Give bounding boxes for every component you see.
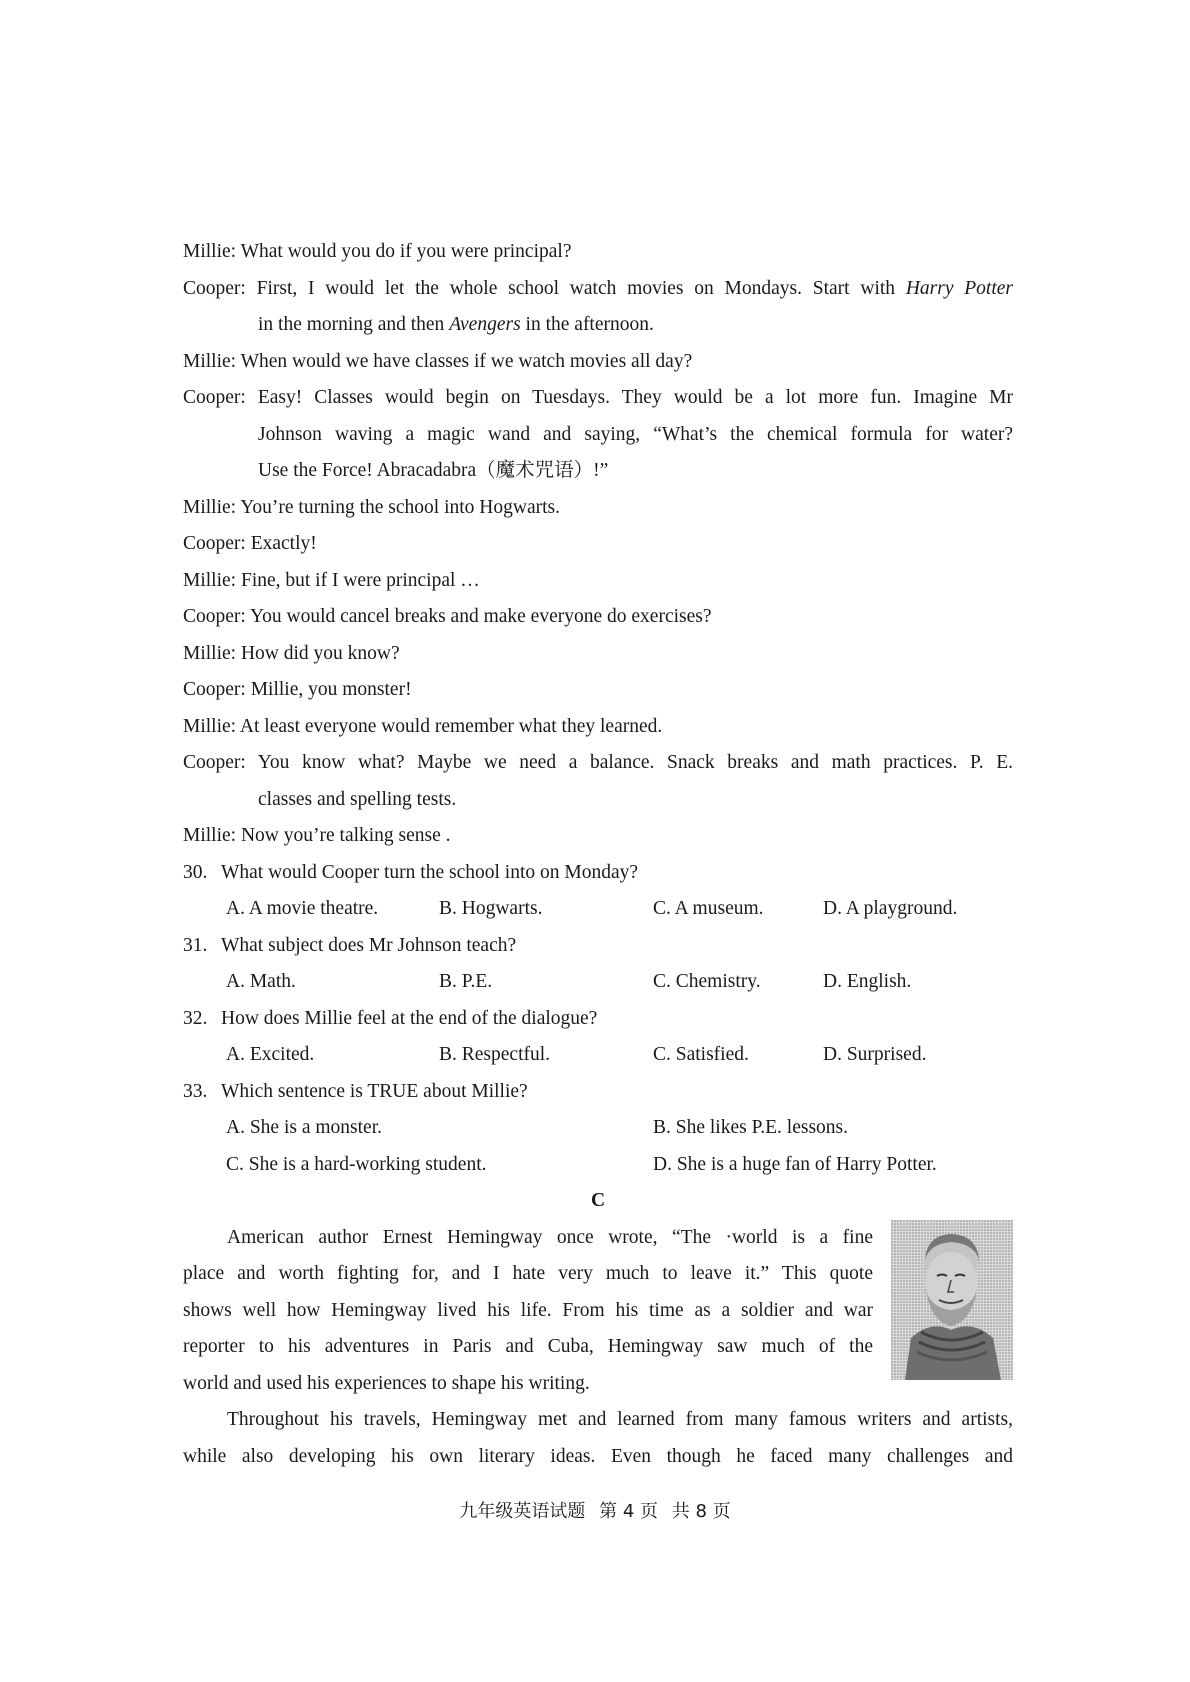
speaker: Millie: <box>183 642 237 664</box>
question-text: Which sentence is TRUE about Millie? <box>221 1080 528 1102</box>
option-b[interactable]: B. Hogwarts. <box>439 898 543 919</box>
utterance: Easy! Classes would begin on Tuesdays. They would be a lot more fun. Imagine Mr <box>257 387 1013 408</box>
passage-line: world and used his experiences to shape his writing. <box>183 1372 590 1394</box>
dialogue-line <box>183 745 1013 782</box>
option-c[interactable]: C. A museum. <box>653 898 764 919</box>
dialogue-continuation <box>183 417 1013 454</box>
option-d[interactable]: D. A playground. <box>823 898 958 919</box>
exam-content <box>183 234 1013 1475</box>
utterance: in the afternoon. <box>520 314 654 335</box>
passage-line: Throughout his travels, Hemingway met and learned from many famous writers and artists, <box>227 1409 1013 1430</box>
speaker: Millie: <box>183 350 237 372</box>
passage-line: reporter to his adventures in Paris and Cuba, Hemingway saw much of the <box>183 1336 873 1357</box>
question-number: 33. <box>183 1080 208 1102</box>
options-row <box>183 1147 1013 1184</box>
utterance: You know what? Maybe we need a balance. Snack breaks and math practices. P. E. <box>257 752 1013 773</box>
passage-line: shows well how Hemingway lived his life. From his time as a soldier and war <box>183 1299 873 1321</box>
exam-title: 九年级英语试题 <box>459 1501 586 1522</box>
dialogue-line <box>183 709 1013 746</box>
speaker: Cooper: <box>183 606 246 627</box>
question-stem <box>183 928 1013 965</box>
utterance: At least everyone would remember what they learned. <box>239 715 663 737</box>
question-stem <box>183 855 1013 892</box>
question-block <box>183 855 1013 1184</box>
dialogue-line <box>183 380 1013 417</box>
option-d[interactable]: D. She is a huge fan of Harry Potter. <box>653 1153 937 1175</box>
italic-title: Avengers <box>449 314 521 335</box>
option-b[interactable]: B. Respectful. <box>439 1044 551 1065</box>
dialogue-line <box>183 636 1013 673</box>
speaker: Cooper: <box>183 679 246 700</box>
speaker: Cooper: <box>183 387 246 408</box>
utterance: You would cancel breaks and make everyone do exercises? <box>249 606 712 627</box>
dialogue-continuation <box>183 307 1013 344</box>
option-c[interactable]: C. Chemistry. <box>653 971 761 992</box>
passage-paragraph <box>183 1402 1013 1475</box>
hemingway-portrait <box>891 1220 1013 1380</box>
speaker: Millie: <box>183 715 237 737</box>
utterance: Millie, you monster! <box>250 679 412 700</box>
dialogue-line <box>183 526 1013 563</box>
passage-line: American author Ernest Hemingway once wrote, “The ·world is a fine <box>227 1226 873 1248</box>
dialogue-continuation <box>183 782 1013 819</box>
option-b[interactable]: B. P.E. <box>439 971 493 992</box>
utterance: When would we have classes if we watch movies all day? <box>240 350 693 372</box>
utterance: classes and spelling tests. <box>258 788 457 810</box>
passage-line: place and worth fighting for, and I hate very much to leave it.” This quote <box>183 1263 873 1284</box>
question-number: 32. <box>183 1007 208 1029</box>
dialogue-line <box>183 818 1013 855</box>
utterance: First, I would let the whole school watch movies on Mondays. Start with <box>256 277 906 299</box>
dialogue-line <box>183 563 1013 600</box>
option-d[interactable]: D. Surprised. <box>823 1044 927 1065</box>
italic-title: Harry Potter <box>905 277 1013 299</box>
utterance: You’re turning the school into Hogwarts. <box>240 496 560 518</box>
option-a[interactable]: A. Excited. <box>226 1044 315 1065</box>
options-row <box>183 1110 1013 1147</box>
speaker: Millie: <box>183 825 237 846</box>
dialogue-continuation <box>183 453 1013 490</box>
utterance: What would you do if you were principal? <box>240 241 572 262</box>
speaker: Millie: <box>183 496 237 518</box>
speaker: Cooper: <box>183 533 246 554</box>
utterance: Fine, but if I were principal … <box>240 569 480 591</box>
option-a[interactable]: A. Math. <box>226 971 296 992</box>
speaker: Cooper: <box>183 752 246 773</box>
option-d[interactable]: D. English. <box>823 971 912 992</box>
utterance: Exactly! <box>250 533 317 554</box>
question-stem <box>183 1001 1013 1038</box>
utterance: Use the Force! Abracadabra（魔术咒语）!” <box>258 460 609 481</box>
question-number: 30. <box>183 861 208 883</box>
option-b[interactable]: B. She likes P.E. lessons. <box>653 1117 849 1138</box>
question-stem <box>183 1074 1013 1111</box>
options-row <box>183 891 1013 928</box>
dialogue-line <box>183 672 1013 709</box>
dialogue-line <box>183 599 1013 636</box>
utterance: Johnson waving a magic wand and saying, “What’s the chemical formula for water? <box>258 423 1013 445</box>
option-c[interactable]: C. Satisfied. <box>653 1044 749 1065</box>
utterance: in the morning and then <box>258 314 450 335</box>
page-footer <box>0 1497 1190 1523</box>
passage-paragraph <box>183 1220 1013 1403</box>
option-a[interactable]: A. A movie theatre. <box>226 898 379 919</box>
page-total: 共 8 页 <box>671 1501 731 1522</box>
page-number: 第 4 页 <box>599 1501 658 1522</box>
dialogue-line <box>183 490 1013 527</box>
speaker: Millie: <box>183 241 237 262</box>
question-text: How does Millie feel at the end of the dialogue? <box>221 1007 598 1029</box>
options-row <box>183 964 1013 1001</box>
utterance: Now you’re talking sense . <box>240 825 451 846</box>
utterance: How did you know? <box>240 642 400 664</box>
dialogue <box>183 234 1013 855</box>
speaker: Cooper: <box>183 277 246 299</box>
section-heading: C <box>590 1190 606 1211</box>
dialogue-line <box>183 271 1013 308</box>
options-row <box>183 1037 1013 1074</box>
question-number: 31. <box>183 934 208 956</box>
dialogue-line <box>183 344 1013 381</box>
option-a[interactable]: A. She is a monster. <box>226 1117 382 1138</box>
speaker: Millie: <box>183 569 237 591</box>
option-c[interactable]: C. She is a hard-working student. <box>226 1153 487 1175</box>
dialogue-line <box>183 234 1013 271</box>
question-text: What subject does Mr Johnson teach? <box>221 934 517 956</box>
passage-line: while also developing his own literary ideas. Even though he faced many challenges and <box>183 1445 1013 1467</box>
question-text: What would Cooper turn the school into on Monday? <box>221 861 639 883</box>
